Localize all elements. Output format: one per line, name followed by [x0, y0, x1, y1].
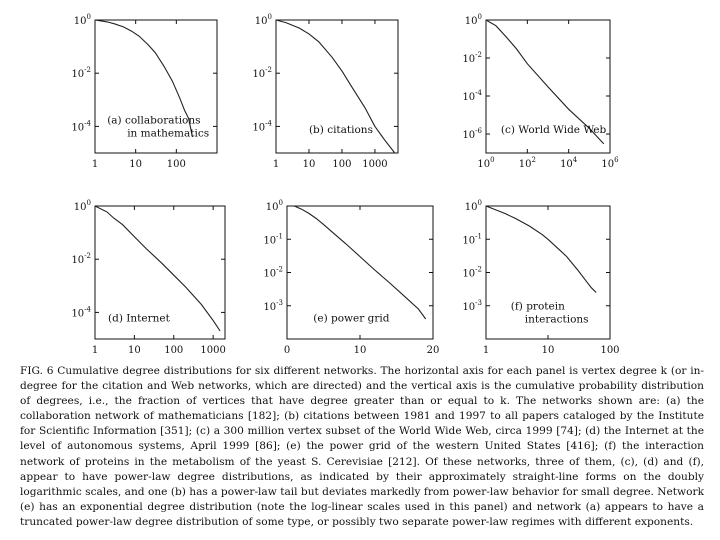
- series-line: [486, 206, 596, 293]
- x-tick-label: $10^6$: [601, 156, 619, 170]
- y-tick-label: $10^{-4}$: [71, 305, 91, 320]
- series-line: [294, 206, 425, 319]
- x-tick-label: 100: [164, 345, 184, 356]
- y-tick-label: $10^{-1}$: [263, 232, 283, 247]
- panel-label: (a) collaborations in mathematics: [107, 114, 210, 140]
- x-tick-label: 1000: [200, 345, 226, 356]
- y-tick-label: $10^0$: [73, 199, 91, 213]
- y-tick-label: $10^{-6}$: [462, 127, 482, 141]
- figure-caption: [20, 364, 704, 530]
- x-tick-label: 10: [541, 345, 555, 356]
- x-tick-label: 10: [302, 159, 316, 170]
- x-tick-label: 100: [332, 159, 352, 170]
- y-tick-label: $10^{-2}$: [71, 252, 91, 267]
- panel-label: (d) Internet: [108, 312, 170, 325]
- caption-text: FIG. 6 Cumulative degree distributions for six different networks. The horizontal axis for each panel is vertex degree k (or in-degree for the citation and Web networks, which are directed) and the vertical axis is the cumulative probability distribution of degrees, i.e., the fraction of vertices that have degree greater than or equal to k. The networks shown are: (a) the collaboration network of mathematicians [182]; (b) citations between 1981 and 1997 to all papers cataloged by the Institute for Scientific Information [351]; (c) a 300 million vertex subset of the World Wide Web, circa 1999 [74]; (d) the Internet at the level of autonomous systems, April 1999 [86]; (e) the power grid of the western United States [416]; (f) the interaction network of proteins in the metabolism of the yeast S. Cerevisiae [212]. Of these networks, three of them, (c), (d) and (f), appear to have power-law degree distributions, as indicated by their approximately straight-line forms on the doubly logarithmic scales, and one (b) has a power-law tail but deviates markedly from power-law behavior for small degree. Network (e) has an exponential degree distribution (note the log-linear scales used in this panel) and network (a) appears to have a truncated power-law degree distribution of some type, or possibly two separate power-law regimes with different exponents.: [20, 365, 704, 528]
- x-tick-label: 1: [272, 159, 280, 170]
- y-tick-label: $10^{-2}$: [462, 51, 482, 65]
- y-tick-label: $10^{-4}$: [462, 89, 482, 103]
- panel-label: (c) World Wide Web: [500, 124, 607, 137]
- y-tick-label: $10^0$: [73, 13, 91, 27]
- chart-panel-c: [462, 13, 619, 170]
- chart-panel-d: [71, 199, 225, 356]
- x-tick-label: 1000: [362, 159, 388, 170]
- y-tick-label: $10^{-4}$: [252, 119, 272, 134]
- y-tick-label: $10^0$: [265, 199, 283, 213]
- x-tick-label: 10: [353, 345, 367, 356]
- x-tick-label: $10^2$: [518, 156, 536, 170]
- y-tick-label: $10^0$: [254, 13, 272, 27]
- y-tick-label: $10^{-2}$: [462, 265, 482, 280]
- x-tick-label: 100: [600, 345, 620, 356]
- panel-label: (e) power grid: [313, 312, 390, 325]
- x-tick-label: 100: [166, 159, 186, 170]
- x-tick-label: 0: [283, 345, 291, 356]
- x-tick-label: 1: [91, 159, 99, 170]
- x-tick-label: 1: [482, 345, 490, 356]
- y-tick-label: $10^{-4}$: [71, 119, 91, 134]
- x-tick-label: 1: [91, 345, 99, 356]
- x-tick-label: 10: [128, 345, 141, 356]
- y-tick-label: $10^{-3}$: [263, 298, 283, 313]
- y-tick-label: $10^{-2}$: [263, 265, 283, 280]
- chart-panel-b: [252, 13, 398, 170]
- y-tick-label: $10^0$: [464, 199, 482, 213]
- y-tick-label: $10^{-2}$: [252, 66, 272, 81]
- y-tick-label: $10^{-1}$: [462, 232, 482, 247]
- chart-panel-e: [263, 199, 439, 356]
- chart-panel-a: [71, 13, 217, 170]
- y-tick-label: $10^0$: [464, 13, 482, 27]
- panel-label: (b) citations: [308, 124, 373, 137]
- chart-panel-f: [462, 199, 619, 356]
- y-tick-label: $10^{-3}$: [462, 298, 482, 313]
- panel-label: (f) protein interactions: [510, 300, 589, 326]
- x-tick-label: 10: [129, 159, 143, 170]
- x-tick-label: $10^4$: [560, 156, 578, 170]
- x-tick-label: $10^0$: [477, 156, 495, 170]
- y-tick-label: $10^{-2}$: [71, 66, 91, 81]
- x-tick-label: 20: [426, 345, 440, 356]
